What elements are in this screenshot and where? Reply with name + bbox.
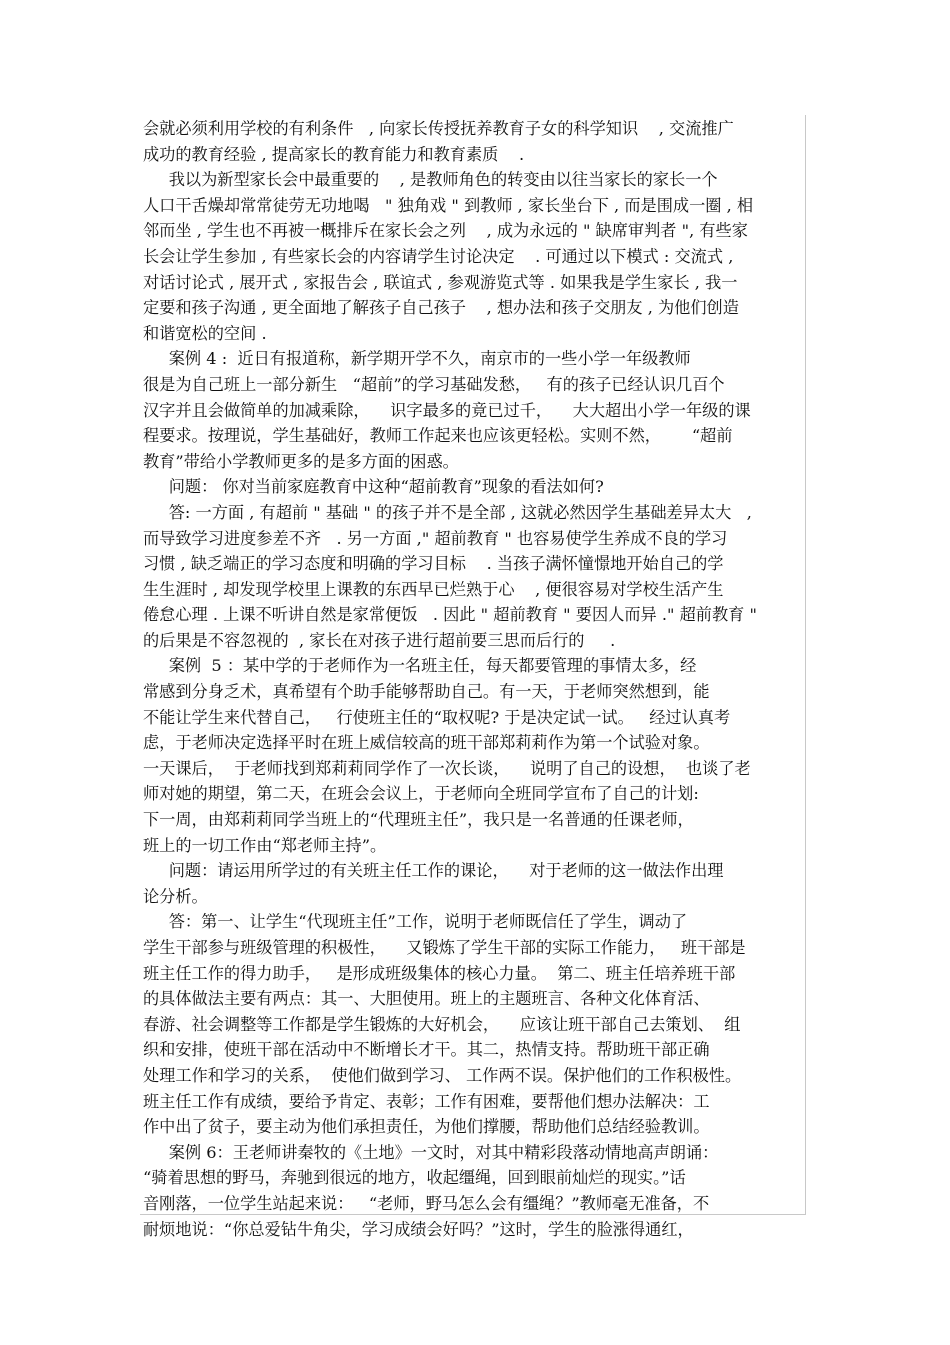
text-line: 常感到分身乏术，真希望有个助手能够帮助自己。有一天，于老师突然想到，能 [143,682,710,702]
text-line: 人口干舌燥却常常徒劳无功地喝 " 独角戏 " 到教师 , 家长坐台下 , 而是围成一圈 , 相 [143,195,754,215]
case-6-heading-line: 案例 6：王老师讲秦牧的《土地》一文时，对其中精彩段落动情地高声朗诵： [143,1142,719,1162]
text-line: 生生涯时 , 却发现学校里上课教的东西早已烂熟于心 , 便很容易对学校生活产生 [143,579,724,599]
text-line: 程要求。按理说，学生基础好，教师工作起来也应该更轻松。实则不然， “超前 [143,426,733,446]
text-line: 音刚落，一位学生站起来说： “老师，野马怎么会有缰绳？”教师毫无准备，不 [143,1193,710,1213]
text-line: 对话讨论式 , 展开式 , 家报告会 , 联谊式 , 参观游览式等 . 如果我是学生家长 , 我一 [143,272,738,292]
text-line: 班主任工作的得力助手， 是形成班级集体的核心力量。 第二、班主任培养班干部 [143,963,736,983]
text-line: 汉字并且会做简单的加减乘除， 识字最多的竟已过千， 大大超出小学一年级的课 [143,400,751,420]
text-line: 成功的教育经验 , 提高家长的教育能力和教育素质 . [143,144,525,164]
text-line: 的后果是不容忽视的 , 家长在对孩子进行超前要三思而后行的 . [143,630,616,650]
document-body [143,116,805,1242]
text-line: 而导致学习进度参差不齐 . 另一方面 ," 超前教育 " 也容易使学生养成不良的学习 [143,528,728,548]
text-line: 下一周，由郑莉莉同学当班上的“代理班主任”，我只是一名普通的任课老师， [143,810,694,830]
page-frame-right-edge [805,115,806,1215]
case-4-heading-line: 案例 4 : 近日有报道称，新学期开学不久，南京市的一些小学一年级教师 [143,349,691,369]
text-line: 教育”带给小学教师更多的是多方面的困惑。 [143,451,459,471]
text-line: 定要和孩子沟通 , 更全面地了解孩子自己孩子 , 想办法和孩子交朋友 , 为他们创造 [143,298,739,318]
text-line: 论分析。 [143,886,208,906]
text-line: 很是为自己班上一部分新生 “超前”的学习基础发愁， 有的孩子已经认识几百个 [143,374,725,394]
question-line: 问题： 你对当前家庭教育中这种“超前教育”现象的看法如何? [143,477,604,497]
text-line: 耐烦地说：“你总爱钻牛角尖，学习成绩会好吗？”这时，学生的脸涨得通红， [143,1219,694,1239]
text-line: 邻而坐 , 学生也不再被一概排斥在家长会之列 , 成为永远的 " 缺席审判者 ", 有些家 [143,221,748,241]
text-line: 一天课后， 于老师找到郑莉莉同学作了一次长谈， 说明了自己的设想， 也谈了老 [143,758,751,778]
text-line: “骑着思想的野马，奔驰到很远的地方，收起缰绳，回到眼前灿烂的现实。”话 [143,1168,686,1188]
text-line: 倦怠心理 . 上课不听讲自然是家常便饭 . 因此 " 超前教育 " 要因人而异 ." 超前教育 " [143,605,757,625]
text-line: 春游、社会调整等工作都是学生锻炼的大好机会， 应该让班干部自己去策划、 组 [143,1014,741,1034]
text-line: 师对她的期望，第二天，在班会会议上，于老师向全班同学宣布了自己的计划: [143,784,699,804]
text-line: 不能让学生来代替自己， 行使班主任的“取权呢? 于是决定试一试。 经过认真考 [143,707,731,727]
text-line: 我以为新型家长会中最重要的 , 是教师角色的转变由以往当家长的家长一个 [143,170,718,190]
answer-line: 答：第一、让学生“代现班主任”工作，说明于老师既信任了学生，调动了 [143,912,688,932]
text-line: 班上的一切工作由“郑老师主持”。 [143,835,387,855]
case-5-heading-line: 案例 5 ：某中学的于老师作为一名班主任，每天都要管理的事情太多，经 [143,656,697,676]
text-line: 和谐宽松的空间 . [143,323,267,343]
text-line: 处理工作和学习的关系， 使他们做到学习、 工作两不误。保护他们的工作积极性。 [143,1065,742,1085]
answer-line: 答: 一方面 , 有超前 " 基础 " 的孩子并不是全部 , 这就必然因学生基础差异太大 , [143,502,752,522]
text-line: 作中出了贫子，要主动为他们承担责任，为他们撑腰，帮助他们总结经验教训。 [143,1117,710,1137]
text-line: 长会让学生参加 , 有些家长会的内容请学生讨论决定 . 可通过以下模式 : 交流式 , [143,246,734,266]
text-line: 班主任工作有成绩，要给予肯定、表彰；工作有困难，要帮他们想办法解决：工 [143,1091,710,1111]
text-line: 会就必须利用学校的有利条件 , 向家长传授抚养教育子女的科学知识 , 交流推广 [143,119,734,138]
text-line: 学生干部参与班级管理的积极性， 又锻炼了学生干部的实际工作能力， 班干部是 [143,938,746,957]
text-line: 虑，于老师决定选择平时在班上威信较高的班干部郑莉莉作为第一个试验对象。 [143,733,710,753]
text-line: 织和安排，使班干部在活动中不断增长才干。其二，热情支持。帮助班干部正确 [143,1040,710,1060]
text-line: 习惯 , 缺乏端正的学习态度和明确的学习目标 . 当孩子满怀憧憬地开始自己的学 [143,554,724,574]
text-line: 的具体做法主要有两点：其一、大胆使用。班上的主题班言、各种文化体育活、 [143,989,710,1009]
question-line: 问题：请运用所学过的有关班主任工作的课论， 对于老师的这一做法作出理 [143,861,724,881]
